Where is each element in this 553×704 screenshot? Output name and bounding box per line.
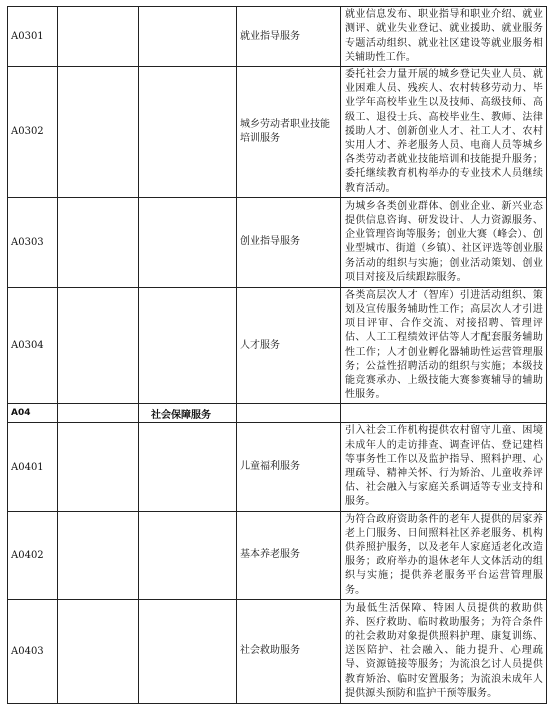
table-row [8,197,547,287]
item-name: 儿童福利服务 [237,423,341,511]
group-row [8,404,547,423]
group-name: 社会保障服务 [139,404,237,423]
table-row [8,599,547,703]
item-description: 委托社会力量开展的城乡登记失业人员、就业困难人员、残疾人、农村转移劳动力、毕业学年高校毕业生以及技师、高级技师、高级工、退役士兵、高校毕业生、教师、法律援助人才、创新创业人才、社工人才、农村实用人才、养老服务人员、电商人员等城乡各类劳动者就业技能培训和技能提升服务；委托继续教育机构举办的专业技术人员继续教育活动。 [341,67,547,198]
empty-cell [58,67,139,198]
item-code: A0304 [8,287,58,404]
empty-cell [341,404,547,423]
empty-cell [139,7,237,67]
item-description: 为城乡各类创业群体、创业企业、新兴业态提供信息咨询、研发设计、人力资源服务、企业管理咨询等服务；创业大赛（峰会）、创业型城市、街道（乡镇）、社区评选等创业服务活动的组织与实施；创业活动策划、创业项目对接及后续跟踪服务。 [341,197,547,287]
table-row [8,423,547,511]
item-code: A0301 [8,7,58,67]
empty-cell [139,511,237,599]
item-name: 基本养老服务 [237,511,341,599]
empty-cell [237,404,341,423]
item-code: A0402 [8,511,58,599]
empty-cell [139,599,237,703]
item-description: 为最低生活保障、特困人员提供的救助供养、医疗救助、临时救助服务；为符合条件的社会救助对象提供照料护理、康复训练、送医陪护、社会融入、能力提升、心理疏导、资源链接等服务；为流浪乞讨人员提供教育矫治、临时安置服务；为流浪未成年人提供源头预防和监护干预等服务。 [341,599,547,703]
empty-cell [58,511,139,599]
item-code: A0403 [8,599,58,703]
item-name: 就业指导服务 [237,7,341,67]
empty-cell [58,7,139,67]
item-code: A0401 [8,423,58,511]
empty-cell [139,67,237,198]
item-name: 社会救助服务 [237,599,341,703]
table-row [8,287,547,404]
group-code: A04 [8,404,58,423]
empty-cell [139,287,237,404]
item-name: 创业指导服务 [237,197,341,287]
item-name: 人才服务 [237,287,341,404]
table-row [8,67,547,198]
item-description: 就业信息发布、职业指导和职业介绍、就业测评、就业失业登记、就业援助、就业服务专题活动组织、就业社区建设等就业服务相关辅助性工作。 [341,7,547,67]
item-description: 为符合政府资助条件的老年人提供的居家养老上门服务、日间照料社区养老服务、机构供养照护服务，以及老年人家庭适老化改造服务；政府举办的退休老年人文体活动的组织与实施；提供养老服务平台运营管理服务。 [341,511,547,599]
table-row [8,511,547,599]
item-name: 城乡劳动者职业技能培训服务 [237,67,341,198]
empty-cell [139,197,237,287]
item-description: 各类高层次人才（智库）引进活动组织、策划及宣传服务辅助性工作；高层次人才引进项目评审、合作交流、对接招聘、管理评估、人工工程绩效评估等人才配套服务辅助性工作；人才创业孵化器辅助性运营管理服务；公益性招聘活动的组织与实施；本级技能竞赛承办、上级技能大赛参赛辅导的辅助性服务。 [341,287,547,404]
empty-cell [58,197,139,287]
empty-cell [58,404,139,423]
table-row [8,7,547,67]
item-description: 引入社会工作机构提供农村留守儿童、困境未成年人的走访排查、调查评估、登记建档等事务性工作以及监护指导、照料护理、心理疏导、精神关怀、行为矫治、儿童收养评估、社会融入与家庭关系调适等专业支持和服务。 [341,423,547,511]
empty-cell [58,423,139,511]
empty-cell [58,599,139,703]
empty-cell [58,287,139,404]
service-catalog-table [7,6,547,704]
empty-cell [139,423,237,511]
item-code: A0302 [8,67,58,198]
item-code: A0303 [8,197,58,287]
